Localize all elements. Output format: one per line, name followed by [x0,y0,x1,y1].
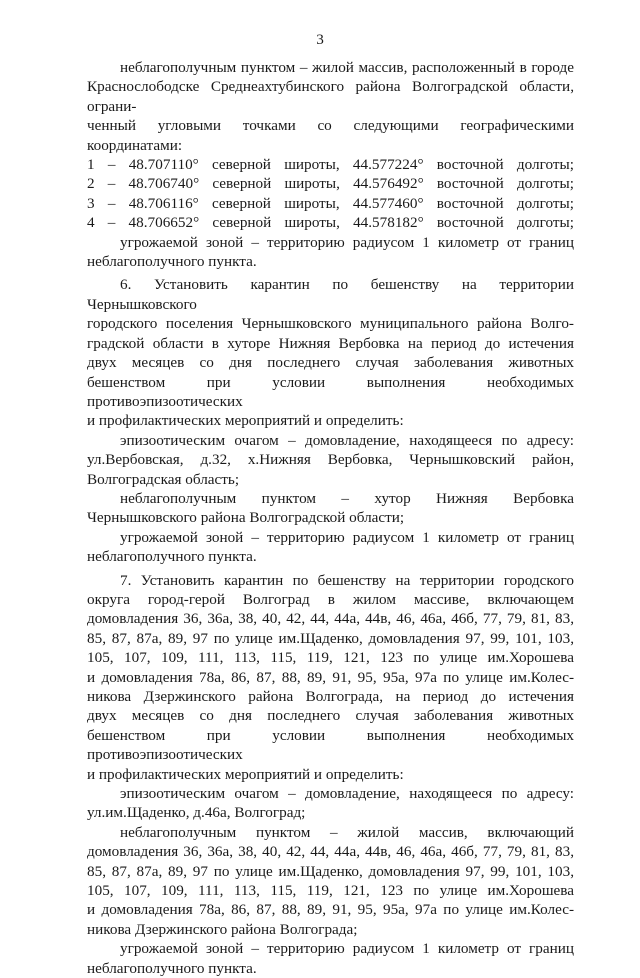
text-line: неблагополучным пунктом – жилой массив, расположенный в городе [120,59,574,76]
longitude-word: долготы; [516,214,574,232]
text-line: эпизоотическим очагом – домовладение, находящееся по адресу: [120,785,574,803]
latitude-label: северной [212,156,271,174]
latitude-label: северной [212,175,272,193]
text-line: 105, 107, 109, 111, 113, 115, 119, 121, 123 по улице им.Хорошева [87,649,574,667]
latitude-word: широты, [284,194,340,212]
longitude-label: восточной [436,194,504,212]
text-line: городского поселения Чернышковского муниципального района Волго- [87,315,574,333]
text-line: Чернышковского района Волгоградской области; [87,509,405,527]
coordinate-dash: – [107,156,116,174]
longitude-value: 44.577460° [352,194,424,212]
text-line: бешенством при условии выполнения необходимых противоэпизоотических [87,726,574,764]
text-line: 85, 87, 87а, 89, 97 по улице им.Щаденко, домовладения 97, 99, 101, 103, [87,629,574,647]
latitude-word: широты, [284,214,340,232]
text-line: и профилактических мероприятий и определить: [87,412,404,430]
longitude-value: 44.577224° [352,156,424,174]
text-line: 85, 87, 87а, 89, 97 по улице им.Щаденко, домовладения 97, 99, 101, 103, [87,862,574,880]
item-7-paragraph [87,571,574,784]
longitude-value: 44.576492° [353,175,424,193]
longitude-word: долготы; [516,156,574,174]
coordinates-list [87,155,574,233]
latitude-word: широты, [284,175,340,193]
coordinate-row [87,155,574,174]
longitude-label: восточной [436,214,504,232]
coordinate-row [87,213,574,232]
unsafe-point-paragraph-7 [87,823,574,939]
text-line: Волгоградская область; [87,470,240,488]
longitude-value: 44.578182° [353,214,424,232]
coordinate-number: 2 [87,175,95,193]
text-line: ул.им.Щаденко, д.46а, Волгоград; [87,804,306,822]
coordinate-dash: – [107,194,116,212]
text-line: двух месяцев со дня последнего случая заболевания животных [87,354,574,372]
text-line: 6. Установить карантин по бешенству на территории Чернышковского [87,276,574,313]
text-line: округа город-герой Волгоград в жилом массиве, включающем [87,590,574,608]
text-line: и домовладения 78а, 86, 87, 88, 89, 91, 95, 95а, 97а по улице им.Колес- [87,901,574,919]
text-line: двух месяцев со дня последнего случая заболевания животных [87,707,574,725]
coordinate-number: 1 [87,156,95,174]
text-line: неблагополучным пунктом – хутор Нижняя Вербовка [120,489,574,507]
text-line: и домовладения 78а, 86, 87, 88, 89, 91, 95, 95а, 97а по улице им.Колес- [87,668,574,686]
longitude-label: восточной [436,175,504,193]
coordinate-number: 3 [87,194,95,212]
text-line: ул.Вербовская, д.32, х.Нижняя Вербовка, Чернышковский район, [87,451,574,469]
latitude-label: северной [212,194,271,212]
threat-zone-paragraph-5 [87,233,574,272]
document-body [87,58,574,978]
text-line: 105, 107, 109, 111, 113, 115, 119, 121, 123 по улице им.Хорошева [87,882,574,900]
text-line: бешенством при условии выполнения необходимых противоэпизоотических [87,373,574,410]
text-line: 7. Установить карантин по бешенству на территории городского [120,571,574,589]
text-line: ченный угловыми точками со следующими географическими координатами: [87,117,574,154]
item-6-paragraph [87,275,574,430]
threat-zone-paragraph-6 [87,528,574,567]
latitude-value: 48.706740° [128,175,200,193]
text-line: градской области в хуторе Нижняя Вербовка на период до истечения [87,334,574,352]
epizootic-focus-paragraph-7 [87,784,574,823]
coordinate-dash: – [107,175,116,193]
coordinate-dash: – [107,214,116,232]
latitude-word: широты, [284,156,340,174]
text-line: эпизоотическим очагом – домовладение, находящееся по адресу: [120,431,574,449]
text-line: угрожаемой зоной – территорию радиусом 1 километр от границ [120,233,574,251]
latitude-value: 48.706116° [128,194,199,212]
coordinate-row [87,174,574,193]
threat-zone-paragraph-7 [87,939,574,978]
text-line: никова Дзержинского района Волгограда, на период до истечения [87,688,574,705]
text-line: неблагополучного пункта. [87,548,257,566]
page-number: 3 [316,31,324,48]
text-line: неблагополучного пункта. [87,253,257,271]
epizootic-focus-paragraph-6 [87,431,574,489]
text-line: и профилактических мероприятий и определить: [87,765,404,783]
text-line: никова Дзержинского района Волгограда; [87,920,358,938]
text-line: Краснослободске Среднеахтубинского района Волгоградской области, ограни- [87,78,574,115]
latitude-value: 48.707110° [128,156,199,174]
text-line: домовладения 36, 36а, 38, 40, 42, 44, 44а, 44в, 46, 46а, 46б, 77, 79, 81, 83, [87,610,574,628]
text-line: домовладения 36, 36а, 38, 40, 42, 44, 44а, 44в, 46, 46а, 46б, 77, 79, 81, 83, [87,843,574,861]
longitude-word: долготы; [516,175,574,193]
text-line: угрожаемой зоной – территорию радиусом 1 километр от границ [120,940,574,958]
text-line: неблагополучного пункта. [87,959,257,977]
latitude-label: северной [212,214,272,232]
coordinate-row [87,194,574,213]
coordinate-number: 4 [87,214,95,232]
text-line: угрожаемой зоной – территорию радиусом 1 километр от границ [120,528,574,546]
longitude-word: долготы; [516,194,574,212]
longitude-label: восточной [436,156,504,174]
text-line: неблагополучным пунктом – жилой массив, включающий [120,823,574,841]
unsafe-point-paragraph-6 [87,489,574,528]
unsafe-point-paragraph-5 [87,58,574,155]
latitude-value: 48.706652° [128,214,200,232]
